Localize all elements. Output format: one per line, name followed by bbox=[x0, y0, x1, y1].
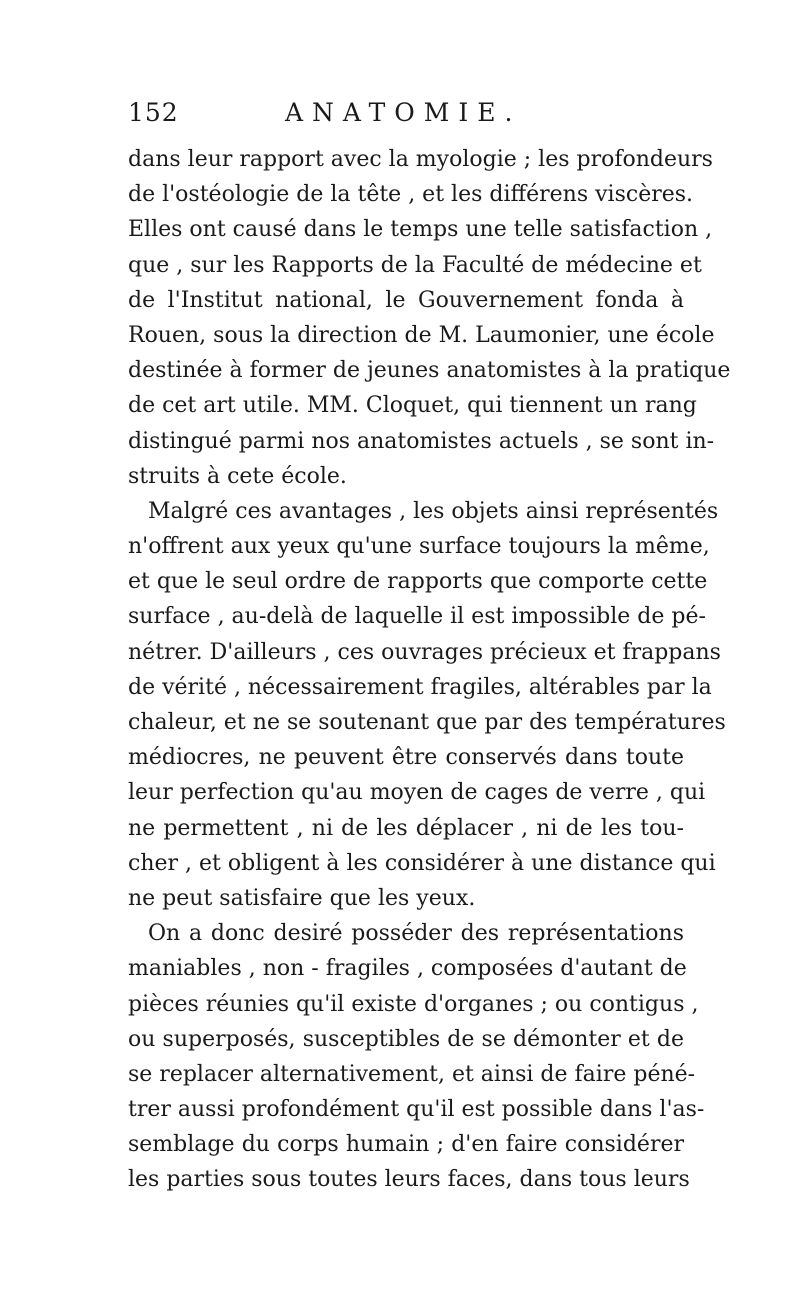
page-number: 152 bbox=[128, 98, 179, 127]
text-line: surface , au-delà de laquelle il est impossible de pé- bbox=[128, 604, 706, 630]
text-line: de l'ostéologie de la tête , et les différens viscères. bbox=[128, 182, 694, 208]
text-line: ne permettent , ni de les déplacer , ni de les tou- bbox=[128, 815, 684, 841]
text-line: Elles ont causé dans le temps une telle satisfaction , bbox=[128, 217, 713, 243]
text-line: trer aussi profondément qu'il est possible dans l'as- bbox=[128, 1097, 705, 1123]
text-line: et que le seul ordre de rapports que comporte cette bbox=[128, 569, 708, 595]
text-line: se replacer alternativement, et ainsi de faire péné- bbox=[128, 1061, 696, 1087]
text-line: les parties sous toutes leurs faces, dans tous leurs bbox=[128, 1167, 690, 1193]
text-line: Rouen, sous la direction de M. Laumonier, une école bbox=[128, 322, 715, 348]
text-line: destinée à former de jeunes anatomistes à la pratique bbox=[128, 358, 731, 384]
paragraph-end-line: struits à cete école. bbox=[128, 463, 347, 489]
text-line: ou superposés, susceptibles de se démonter et de bbox=[128, 1026, 684, 1052]
text-line: semblage du corps humain ; d'en faire considérer bbox=[128, 1132, 684, 1158]
text-line: nétrer. D'ailleurs , ces ouvrages précieux et frappans bbox=[128, 639, 721, 665]
running-title: ANATOMIE. bbox=[285, 98, 522, 127]
text-line: pièces réunies qu'il existe d'organes ; ou contigus , bbox=[128, 991, 699, 1017]
paragraph-start-line: Malgré ces avantages , les objets ainsi représentés bbox=[148, 498, 719, 524]
text-line: leur perfection qu'au moyen de cages de verre , qui bbox=[128, 780, 706, 806]
text-line: cher , et obligent à les considérer à une distance qui bbox=[128, 850, 716, 876]
text-line: distingué parmi nos anatomistes actuels , se sont in- bbox=[128, 428, 715, 454]
text-line: médiocres, ne peuvent être conservés dans toute bbox=[128, 745, 684, 771]
paragraph-start-line: On a donc desiré posséder des représentations bbox=[148, 921, 684, 947]
body-text bbox=[128, 142, 731, 1198]
text-line: maniables , non - fragiles , composées d'autant de bbox=[128, 956, 687, 982]
text-line: dans leur rapport avec la myologie ; les profondeurs bbox=[128, 147, 713, 172]
text-line: de vérité , nécessairement fragiles, altérables par la bbox=[128, 674, 712, 700]
text-line: de cet art utile. MM. Cloquet, qui tiennent un rang bbox=[128, 393, 697, 419]
page-header bbox=[128, 98, 688, 134]
paragraph-end-line: ne peut satisfaire que les yeux. bbox=[128, 885, 476, 911]
text-line: n'offrent aux yeux qu'une surface toujours la même, bbox=[128, 534, 710, 560]
text-line: de l'Institut national, le Gouvernement fonda à bbox=[128, 287, 684, 313]
text-line: chaleur, et ne se soutenant que par des températures bbox=[128, 710, 726, 735]
text-line: que , sur les Rapports de la Faculté de médecine et bbox=[128, 252, 702, 278]
